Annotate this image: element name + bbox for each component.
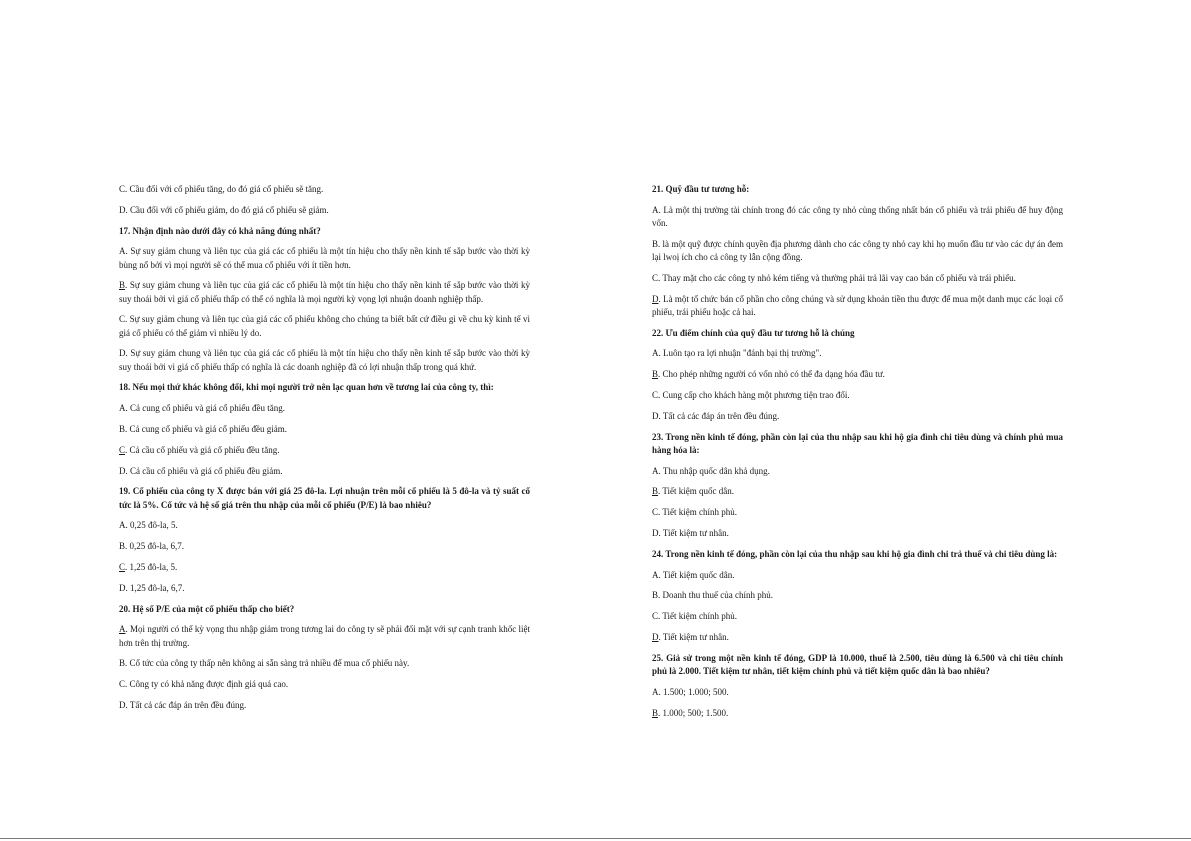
correct-answer-letter: C (119, 561, 126, 572)
question-heading (119, 225, 530, 238)
question-heading (652, 327, 1063, 340)
paragraph-text: 20. Hệ số P/E của một cổ phiếu thấp cho biết? (119, 603, 295, 614)
answer-option (652, 485, 1063, 498)
paragraph-text: . 1,25 đô-la, 5. (125, 561, 178, 572)
paragraph-text: A. Là một thị trường tài chính trong đó các công ty nhỏ cùng thống nhất bán cổ phiếu và trái phiếu để huy động vốn. (652, 204, 1063, 228)
question-heading (119, 485, 530, 511)
answer-option (119, 444, 530, 457)
answer-option (119, 183, 530, 196)
paragraph-text: . Cho phép những người có vốn nhỏ có thể đa dạng hóa đầu tư. (658, 369, 885, 380)
answer-option (652, 293, 1063, 319)
answer-option (119, 465, 530, 478)
answer-option (652, 527, 1063, 540)
paragraph-text: 25. Giả sử trong một nền kinh tế đóng, GDP là 10.000, thuế là 2.500, tiêu dùng là 6.500 và chi tiêu chính phủ là 2.000. Tiết kiệm tư nhân, tiết kiệm chính phủ và tiết kiệm quốc dân là bao nhiêu? (652, 652, 1063, 676)
answer-option (119, 519, 530, 532)
answer-option (652, 589, 1063, 602)
correct-answer-letter: B (119, 280, 126, 291)
answer-option (652, 347, 1063, 360)
answer-option (652, 389, 1063, 402)
correct-answer-letter: D (652, 631, 659, 642)
paragraph-text: . Là một tổ chức bán cổ phần cho công chúng và sử dụng khoản tiền thu được để mua một danh mục các loại cổ phiếu, trái phiếu hoặc cả hai. (652, 293, 1063, 317)
answer-option (119, 657, 530, 670)
answer-option (119, 540, 530, 553)
paragraph-text: C. Cầu đối với cổ phiếu tăng, do đó giá cổ phiếu sẽ tăng. (119, 184, 324, 194)
paragraph-text: A. Luôn tạo ra lợi nhuận "đánh bại thị trường". (652, 348, 822, 359)
answer-option (119, 561, 530, 574)
paragraph-text: C. Tiết kiệm chính phủ. (652, 611, 738, 622)
paragraph-text: . 1.000; 500; 1.500. (658, 707, 729, 718)
answer-option (119, 347, 530, 373)
question-heading (652, 183, 1063, 196)
paragraph-text: B. Cả cung cổ phiếu và giá cổ phiếu đều giảm. (119, 423, 287, 434)
left-column (119, 183, 530, 720)
paragraph-text: C. Thay mặt cho các công ty nhỏ kém tiếng và thường phải trả lãi vay cao bán cổ phiếu và trái phiếu. (652, 272, 1016, 283)
paragraph-text: 22. Ưu điểm chính của quỹ đầu tư tương hỗ là chúng (652, 327, 855, 338)
page-bottom-divider (0, 838, 1191, 839)
answer-option (119, 245, 530, 271)
question-heading (119, 381, 530, 394)
answer-option (119, 313, 530, 339)
answer-option (119, 402, 530, 415)
correct-answer-letter: B (652, 707, 659, 718)
paragraph-text: A. 0,25 đô-la, 5. (119, 520, 178, 531)
correct-answer-letter: C (119, 444, 126, 455)
correct-answer-letter: A (119, 624, 126, 635)
question-heading (652, 431, 1063, 457)
answer-option (652, 238, 1063, 264)
paragraph-text: D. Tất cả các đáp án trên đều đúng. (119, 699, 247, 710)
paragraph-text: C. Cung cấp cho khách hàng một phương tiện trao đổi. (652, 389, 850, 400)
paragraph-text: B. Doanh thu thuế của chính phủ. (652, 590, 773, 601)
paragraph-text: A. Cả cung cổ phiếu và giá cổ phiếu đều tăng. (119, 403, 285, 414)
answer-option (119, 423, 530, 436)
paragraph-text: 19. Cổ phiếu của công ty X được bán với giá 25 đô-la. Lợi nhuận trên mỗi cổ phiếu là 5 đô-la và tỷ suất cổ tức là 5%. Cổ tức và hệ số giá trên thu nhập của mỗi cổ phiếu (P/E) là bao nhiêu? (119, 486, 530, 510)
answer-option (652, 272, 1063, 285)
question-heading (652, 548, 1063, 561)
paragraph-text: B. là một quỹ được chính quyền địa phương dành cho các công ty nhỏ cay khi họ muốn đầu tư vào các dự án đem lại lwoị ích cho cả công ty lẫn cộng đồng. (652, 238, 1063, 262)
question-heading (119, 603, 530, 616)
answer-option (652, 410, 1063, 423)
paragraph-text: . Cả cầu cổ phiếu và giá cổ phiếu đều tăng. (125, 444, 280, 455)
paragraph-text: A. Tiết kiệm quốc dân. (652, 569, 735, 580)
paragraph-text: 23. Trong nền kinh tế đóng, phần còn lại của thu nhập sau khi hộ gia đình chi tiêu dùng và chính phủ mua hàng hóa là: (652, 431, 1063, 455)
paragraph-text: C. Tiết kiệm chính phủ. (652, 507, 738, 518)
answer-option (652, 631, 1063, 644)
paragraph-text: D. Tất cả các đáp án trên đều đúng. (652, 410, 780, 421)
paragraph-text: . Tiết kiệm quốc dân. (658, 486, 735, 497)
answer-option (652, 569, 1063, 582)
answer-option (119, 623, 530, 649)
answer-option (652, 707, 1063, 720)
answer-option (652, 506, 1063, 519)
answer-option (119, 279, 530, 305)
paragraph-text: D. Cầu đối với cổ phiếu giảm, do đó giá cổ phiếu sẽ giảm. (119, 204, 329, 215)
paragraph-text: . Tiết kiệm tư nhân. (658, 631, 729, 642)
paragraph-text: D. 1,25 đô-la, 6,7. (119, 582, 185, 593)
paragraph-text: D. Cả cầu cổ phiếu và giá cổ phiếu đều giảm. (119, 465, 283, 476)
paragraph-text: . Sự suy giảm chung và liên tục của giá các cổ phiếu là một tín hiệu cho thấy nền kinh tế sắp bước vào thời kỳ suy thoái bởi vì giá cổ phiếu thấp có thể có nghĩa là mọi người kỳ vọng lợi nhuận doanh nghiệp thấp. (119, 280, 530, 304)
right-column (652, 183, 1063, 727)
paragraph-text: C. Sự suy giảm chung và liên tục của giá các cổ phiếu không cho chúng ta biết bất cứ điều gì về chu kỳ kinh tế vì giá cổ phiếu có thể giảm vì nhiều lý do. (119, 314, 530, 338)
paragraph-text: A. Thu nhập quốc dân khả dụng. (652, 465, 770, 476)
answer-option (119, 699, 530, 712)
correct-answer-letter: B (652, 486, 659, 497)
answer-option (652, 204, 1063, 230)
answer-option (652, 686, 1063, 699)
answer-option (119, 582, 530, 595)
paragraph-text: D. Sự suy giảm chung và liên tục của giá các cổ phiếu là một tín hiệu cho thấy nền kinh tế sắp bước vào thời kỳ suy thoái bởi vì giá cổ phiếu thấp có nghĩa là các doanh nghiệp đã có lợi nhuận thấp trong quá khứ. (119, 348, 530, 372)
paragraph-text: B. 0,25 đô-la, 6,7. (119, 541, 184, 552)
answer-option (119, 678, 530, 691)
paragraph-text: A. 1.500; 1.000; 500. (652, 686, 729, 697)
correct-answer-letter: B (652, 369, 659, 380)
answer-option (652, 465, 1063, 478)
paragraph-text: . Mọi người có thể kỳ vọng thu nhập giảm trong tương lai do công ty sẽ phải đối mặt với sự cạnh tranh khốc liệt hơn trên thị trường. (119, 624, 530, 648)
paragraph-text: 17. Nhận định nào dưới đây có khả năng đúng nhất? (119, 225, 321, 236)
paragraph-text: C. Công ty có khả năng được định giá quá cao. (119, 679, 289, 690)
answer-option (652, 368, 1063, 381)
correct-answer-letter: D (652, 293, 659, 304)
answer-option (119, 204, 530, 217)
answer-option (652, 610, 1063, 623)
question-heading (652, 652, 1063, 678)
paragraph-text: 21. Quỹ đầu tư tương hỗ: (652, 184, 750, 194)
paragraph-text: 24. Trong nền kinh tế đóng, phần còn lại của thu nhập sau khi hộ gia đình chi trả thuế và chi tiêu dùng là: (652, 548, 1058, 559)
paragraph-text: B. Cổ tức của công ty thấp nên không ai sẵn sàng trả nhiều để mua cổ phiếu này. (119, 658, 410, 669)
paragraph-text: D. Tiết kiệm tư nhân. (652, 527, 729, 538)
paragraph-text: 18. Nếu mọi thứ khác không đổi, khi mọi người trở nên lạc quan hơn về tương lai của công ty, thì: (119, 382, 494, 393)
paragraph-text: A. Sự suy giảm chung và liên tục của giá các cổ phiếu là một tín hiệu cho thấy nền kinh tế sắp bước vào thời kỳ bùng nổ bởi vì mọi người sẽ có thể mua cổ phiếu với ít tiền hơn. (119, 246, 530, 270)
